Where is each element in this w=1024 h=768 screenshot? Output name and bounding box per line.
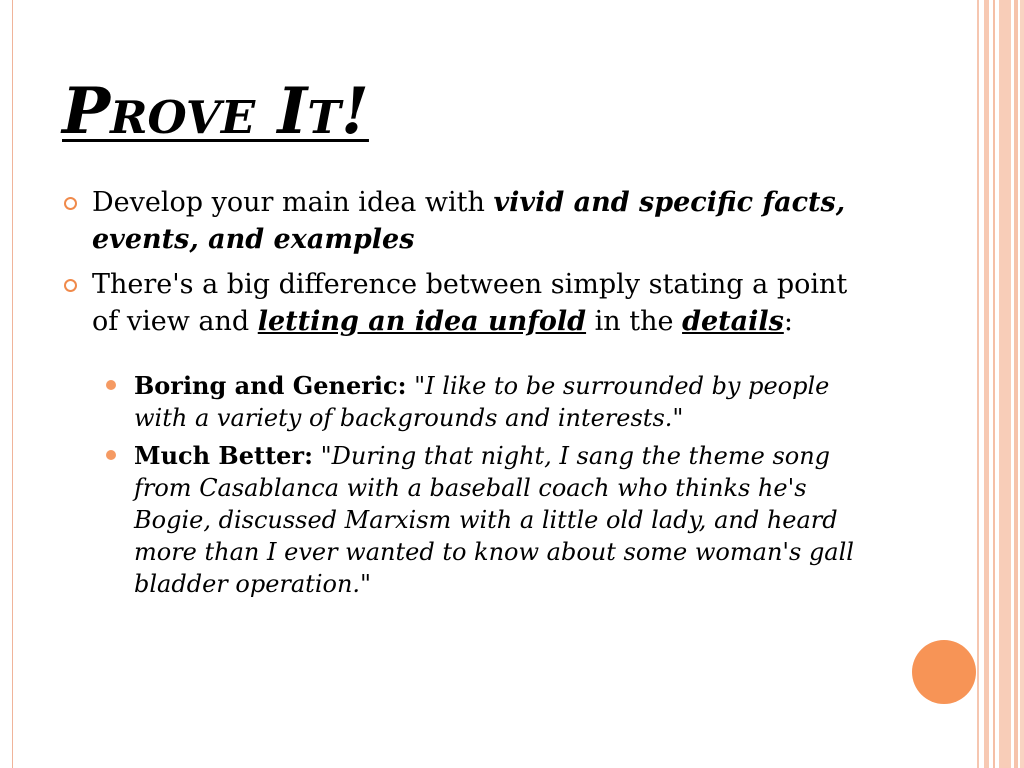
bullet-emphasis: vivid and specific facts, events, and examples (92, 187, 846, 255)
bullet-text: in the (586, 306, 683, 337)
sub-bullet-label: Much Better: (134, 441, 313, 470)
decorative-circle (912, 640, 976, 704)
bullet-emphasis-underlined: details (682, 306, 784, 337)
dot-bullet-icon (106, 450, 116, 460)
right-stripe (1014, 0, 1018, 768)
sub-bullet-label: Boring and Generic: (134, 371, 407, 400)
dot-bullet-icon (106, 380, 116, 390)
bullet-text: There's a big difference between simply stating a point of view and (92, 269, 848, 337)
bullet-text: Develop your main idea with (92, 187, 494, 218)
bullet-emphasis-underlined: letting an idea unfold (257, 306, 587, 337)
slide-title: Prove It! (62, 74, 369, 149)
bullet-item (62, 266, 872, 340)
sub-bullet-quote: "During that night, I sang the theme song from Casablanca with a baseball coach who thinks he's Bogie, discussed Marxism with a little old lady, and heard more than I ever wanted to know about some woman's gall bladder operation." (134, 442, 854, 598)
right-stripe (977, 0, 979, 768)
left-border-line (12, 0, 13, 768)
sub-bullet-item (102, 440, 872, 600)
sub-bullet-quote: "I like to be surrounded by people with a variety of backgrounds and interests." (134, 372, 830, 432)
right-stripe (999, 0, 1011, 768)
sub-bullet-list (62, 370, 872, 600)
bullet-item (62, 184, 872, 258)
slide-body (62, 184, 872, 606)
bullet-text: : (783, 306, 793, 337)
right-stripe (1020, 0, 1024, 768)
right-stripe (993, 0, 995, 768)
ring-bullet-icon (64, 279, 77, 292)
right-stripe (984, 0, 989, 768)
sub-bullet-item (102, 370, 872, 434)
ring-bullet-icon (64, 197, 77, 210)
